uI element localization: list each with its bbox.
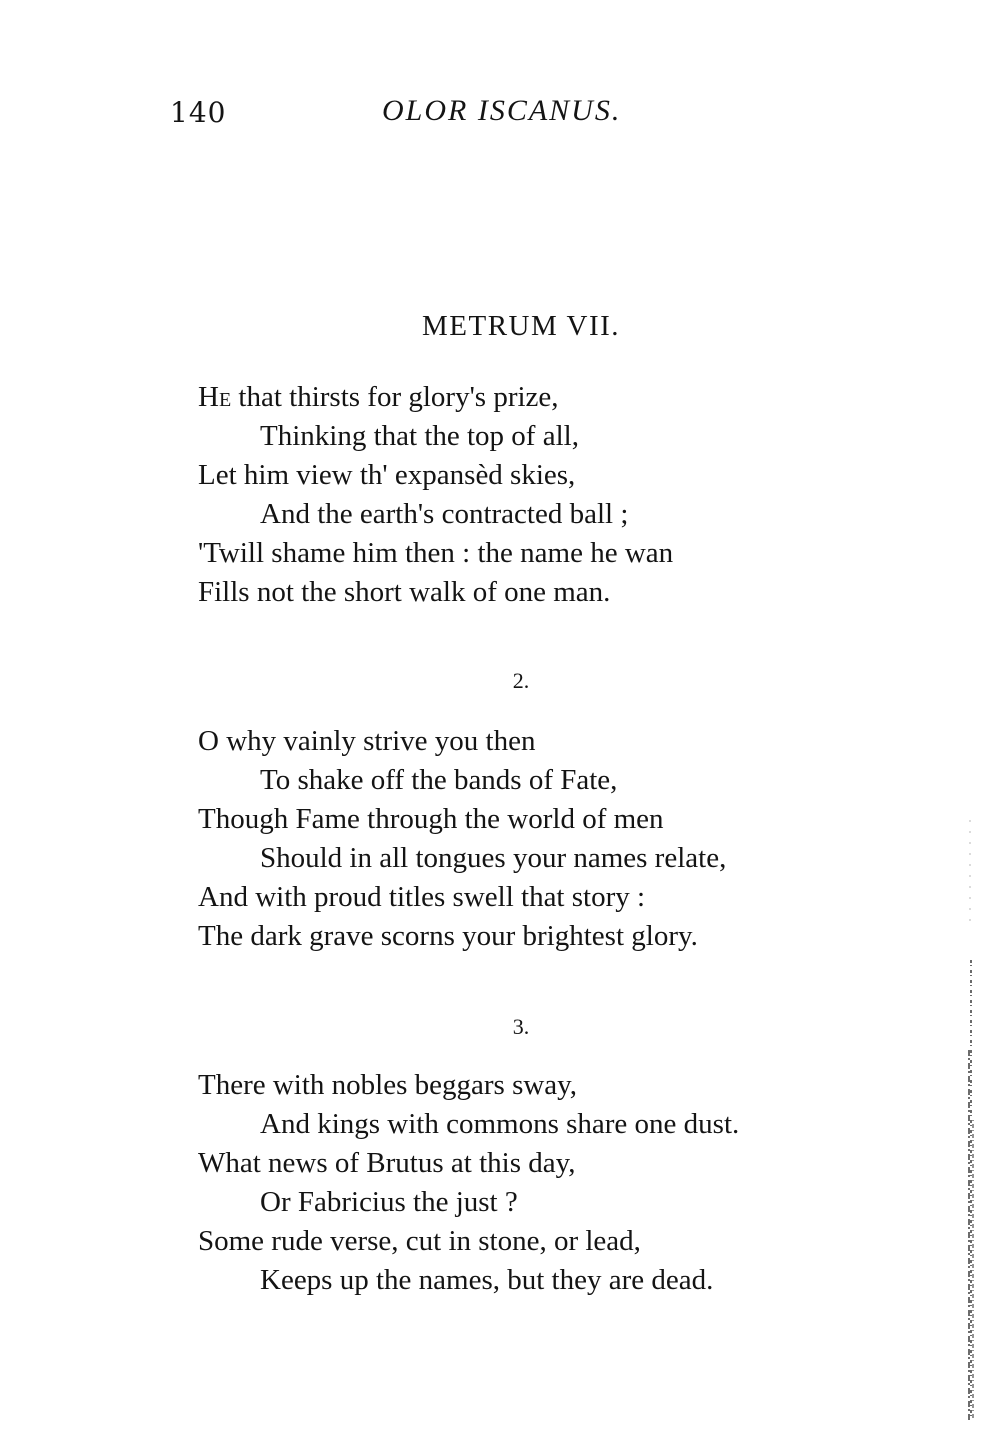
poem-title: METRUM VII.	[421, 310, 621, 342]
verse-line: Let him view th' expansèd skies,	[198, 459, 576, 491]
stanza-3	[198, 1066, 878, 1300]
verse-line: To shake off the bands of Fate,	[260, 764, 618, 796]
verse-line: Fills not the short walk of one man.	[198, 576, 611, 608]
stanza-number-3: 3.	[512, 1014, 530, 1039]
verse-line: Keeps up the names, but they are dead.	[260, 1264, 714, 1296]
stanza-1	[198, 378, 878, 612]
page-header	[0, 88, 1000, 138]
verse-line: And with proud titles swell that story :	[198, 881, 646, 913]
verse-line: And the earth's contracted ball ;	[260, 498, 629, 530]
opening-word: He	[198, 381, 232, 413]
verse-line: There with nobles beggars sway,	[198, 1069, 578, 1101]
verse-line: Should in all tongues your names relate,	[260, 842, 727, 874]
verse-line: Some rude verse, cut in stone, or lead,	[198, 1225, 641, 1257]
verse-line: 'Twill shame him then : the name he wan	[198, 537, 674, 569]
stanza-2	[198, 722, 878, 956]
page-number: 140	[170, 96, 227, 129]
verse-line: O why vainly strive you then	[198, 725, 536, 757]
page-edge-shadow	[956, 820, 978, 1420]
verse-line: Thinking that the top of all,	[260, 420, 579, 452]
stanza-number-2: 2.	[512, 668, 530, 693]
running-title: OLOR ISCANUS.	[382, 94, 622, 127]
verse-line: The dark grave scorns your brightest glory.	[198, 920, 698, 952]
verse-line: He that thirsts for glory's prize,	[198, 381, 559, 413]
verse-line: What news of Brutus at this day,	[198, 1147, 576, 1179]
verse-line: Though Fame through the world of men	[198, 803, 664, 835]
verse-line: And kings with commons share one dust.	[260, 1108, 740, 1140]
verse-line: Or Fabricius the just ?	[260, 1186, 518, 1218]
